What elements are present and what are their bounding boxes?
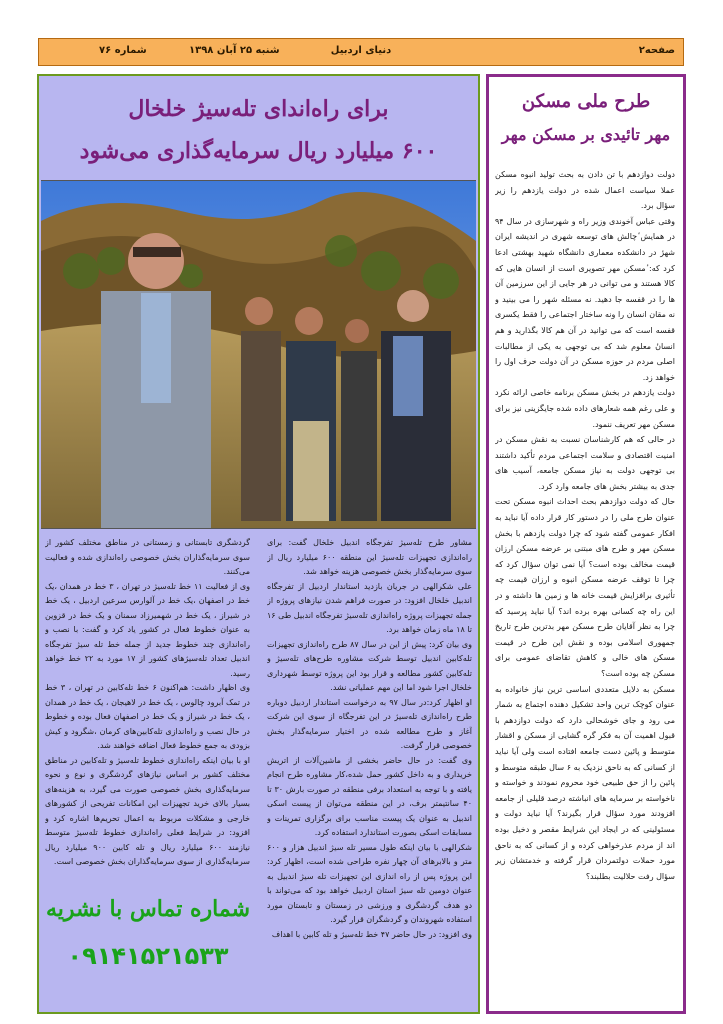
paragraph: دولت دوازدهم با تن دادن به بحث تولید انبوه مسکن عملا سیاست اعمال شده در دولت یازدهم را زیر سؤال برد. [495,170,675,211]
paragraph: در حالی که هم کارشناسان نسبت به نقش مسکن در امنیت اقتصادی و سلامت اجتماعی مردم تأکید داشتند بی توجهی دولت به نیاز مسکن جامعه، آسیب های جدی به بیشتر بخش های جامعه وارد کرد. [495,435,675,491]
paragraph: مسکن به دلایل متعددی اساسی ترین نیاز خانواده به عنوان کوچک ترین واحد تشکیل دهنده اجتماع به شمار می رود و جای خوشحالی دارد که دولت دوازدهم با قبول اهمیت آن به فکر گره گشایی از مسکن و اقشار متوسط و پائین دست جامعه افتاده است ولی آیا نباید از کسانی که به ناحق نزدیک به ۶ سال طبقه متوسط و پائین را از حق طبیعی خود محروم نمودند و خواسته و ناخواسته بر سرمایه های انباشته درصد قلیلی از جامعه افزودند مورد سؤال قرار بگیرند؟ آیا نباید دولت و مسئولینی که در ایجاد این شرایط مقصر و دخیل بوده اند از مردم عذرخواهی کرده و از کسانی که به ناحق مورد حملات دولتمردان قرار گرفته و خدمتشان زیر سؤال رفت حلالیت بطلبند؟ [495,684,675,881]
paragraph: وقتی عباس آخوندی وزیر راه و شهرسازی در سال ۹۴ در همایش ٔچالش های توسعه شهری در اندیشه ایران شهرٔ در دانشکده معماری دانشگاه شهید بهشتی ادعا کرد که: ٔمسکن مهر تصویری است از انسان هایی که کالا هستند و می توانی در هر جایی از این سرزمین آن ها را در قفسه جا دهید. نه مسئله شهر را می بینید و نه مقان انسان را ونه ساختار اجتماعی را فقط یکسری قفسه است که می توانید در آن هم کالا بگذارید و هم انسانٔ معلوم شد که بی توجهی به یکی از مطالبات اصلی مردم در حوزه مسکن در آن دولت حرف اول را خواهد زد. [495,216,675,382]
side-headline-line2: مهر تائیدی بر مسکن مهر [501,125,671,144]
paragraph: دولت یازدهم در بخش مسکن برنامه خاصی ارائه نکرد و علی رغم همه شعارهای داده شده جایگزینی نیز برای مسکن مهر تعریف ننمود. [495,388,675,429]
main-headline-line1: برای راه‌اندای تله‌سیژ خلخال [128,96,389,122]
paragraph: او با بیان اینکه راه‌اندازی خطوط تله‌سیژ و تله‌کابین در مناطق مختلف کشور بر اساس نیازهای گردشگری و نوع و نحوه سرمایه‌گذاری بخش خصوصی صورت می گیرد، به هزینه‌های بسیار بالای خرید تجهیزات این امکانات تفریحی از کشورهای خارجی و مشکلات مربوط به اعمال تحریم‌ها اشاره کرد و افزود: در شرایط فعلی راه‌اندازی خطوط تله‌سیژ متوسط نیازمند ۶۰۰ میلیارد ریال و تله کابین ۹۰۰ میلیارد ریال سرمایه‌گذاری از سوی سرمایه‌گذاران بخش خصوصی است. [45,755,250,866]
paragraph: وی از فعالیت ۱۱ خط تله‌سیژ در تهران ، ۳ خط در همدان ،یک خط در اصفهان ،یک خط در آلوارس سرعین اردبیل ، یک خط در شیراز ، یک خط در شهمیرزاد سمنان و یک خط در قزوین به عنوان خطوط فعال در کشور یاد کرد و گفت: با نصب و راه‌اندازی چند خطوط جدید از جمله خط تله سیژ تفرجگاه اندبیل تعداد تله‌سیژهای کشور از ۱۷ مورد به ۲۲ خط خواهد رسید. [45,581,250,678]
main-article [37,74,480,1014]
main-headline-line2: ۶۰۰ میلیارد ریال سرمایه‌گذاری می‌شود [79,138,438,164]
page-number: صفحه۲ [638,45,675,56]
side-article-body [495,167,675,1007]
page-header [38,38,684,66]
issue-number: شماره ۷۶ [99,45,147,56]
paragraph: وی اظهار داشت: هم‌اکنون ۶ خط تله‌کابین در تهران ، ۳ خط در تمک آبرود چالوس ، یک خط در لاهیجان ، یک خط در همدان ، یک خط در شیراز و یک خط در اصفهان فعال بوده و خطوط در حال نصب و راه‌اندازی تله‌کابین‌های کرمان ،شگرود و کیش بزودی به جمع خطوط فعال اضافه خواهند شد. [45,683,250,750]
contact-phone: ۰۹۱۴۱۵۲۱۵۳۳ [67,942,229,970]
issue-date: شنبه ۲۵ آبان ۱۳۹۸ [189,45,280,56]
paragraph: گردشگری تابستانی و زمستانی در مناطق مختلف کشور از سوی سرمایه‌گذاران بخش خصوصی راه‌اندازی شده و فعالیت می‌کنند. [45,538,250,576]
paragraph: شکرالهی با بیان اینکه طول مسیر تله سیژ اندبیل هزار و ۶۰۰ متر و بالابرهای آن چهار نفره طراحی شده است، اظهار کرد: این پروژه پس از راه اندازی این تجهیزات تله سیژ اندبیل به عنوان دومین تله سیژ استان اردبیل خواهد بود که می‌تواند با دو هدف گردشگری و ورزشی در زمستان و تابستان مورد استفاده شهروندان و گردشگران قرار گیرد. [267,842,472,924]
article-photo [41,180,476,529]
article-column-left [45,536,250,936]
contact-label: شماره تماس با نشریه [45,896,250,922]
paragraph: حال که دولت دوازدهم بحث احداث انبوه مسکن تحت عنوان طرح ملی را در دستور کار قرار داده آیا نباید به افکار عمومی گفته شود که چرا دولت یازدهم با بخش مسکن مهر و طرح های مبتنی بر عرضه مسکن ارزان قیمت مخالف بوده است؟ آیا نمی توان سؤال کرد که چرا تا توقف عرضه مسکن انبوه و ارزان قیمت چه تأثیری برافزایش قیمت خانه ها و زمین ها داشته و در این راه چه کسانی بهره برده اند؟ آیا نباید پرسید که چرا به نظر آقایان طرح مسکن مهر بدترین طرح تاریخ جمهوری اسلامی بوده و نقش این طرح در قیمت مسکن های خالی و کاهش تقاضای عمومی برای مسکن چه بوده است؟ [495,497,675,678]
paragraph: علی شکرالهی در جریان بازدید استاندار اردبیل از تفرجگاه اندبیل خلخال افزود: در صورت فراهم شدن نیازهای پروژه از جمله تجهیزات پروژه راه‌اندازی تله‌سیژ تفرجگاه اندبیل طی ۱۶ تا ۱۸ ماه زمان خواهد برد. [267,581,472,634]
paragraph: او اظهار کرد:در سال ۹۷ به درخواست استاندار اردبیل دوباره طرح راه‌اندازی تله‌سیژ در این تفرجگاه از سوی این شرکت آغاز و طرح مطالعه شده در اختیار سرمایه‌گذار بخش خصوصی قرار گرفت. [267,697,472,750]
article-column-right [267,536,472,1018]
publication-title: دنیای اردبیل [330,45,392,56]
side-headline-line1: طرح ملی مسکن [521,91,651,112]
paragraph: وی افزود: در حال حاضر ۴۷ خط تله‌سیژ و تله کابین با اهداف [271,929,472,939]
paragraph: وی گفت: در حال حاضر بخشی از ماشین‌آلات از اتریش خریداری و به داخل کشور حمل شده،کار مشاوره طرح انجام یافته و با توجه به استعداد برفی منطقه در صورت بارش ۳۰ تا ۴۰ سانتیمتر برف، در این منطقه می‌توان از پیست اسکی اندبیل به عنوان یک پیست مناسب برای برگزاری تمرینات و مسابقات اسکی بصورت استاندارد استفاده کرد. [267,755,472,837]
side-article [486,74,686,1014]
paragraph: وی بیان کرد: پیش از این در سال ۸۷ طرح راه‌اندازی تجهیزات تله‌کابین اندبیل توسط شرکت مشاوره طرح‌های تله‌سیژ و تله‌کابین کشور مطالعه و قرار بود این پروژه توسط شهرداری خلخال اجرا شود اما این مهم عملیاتی نشد. [267,639,472,692]
paragraph: مشاور طرح تله‌سیژ تفرجگاه اندبیل خلخال گفت: برای راه‌اندازی تجهیزات تله‌سیژ این منطقه ۶۰۰ میلیارد ریال از سوی سرمایه‌گذار بخش خصوصی هزینه خواهد شد. [267,538,472,576]
officials-hillside-photo [41,181,476,528]
